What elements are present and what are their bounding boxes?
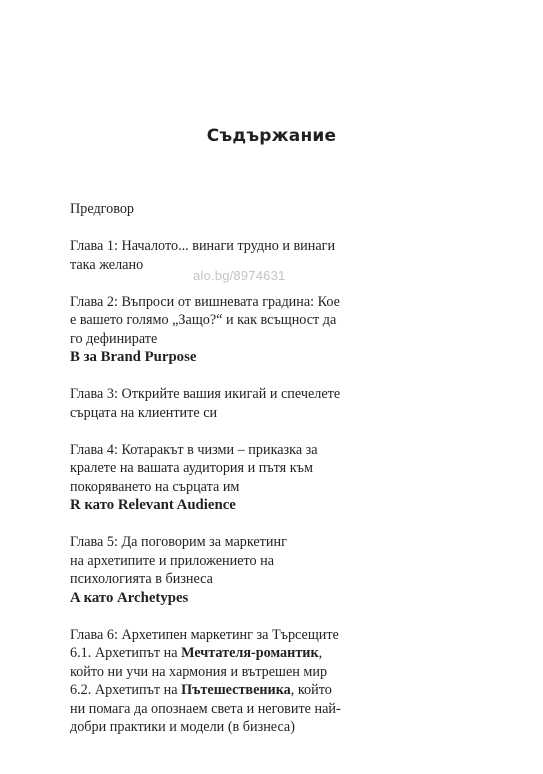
toc-line: го дефинирате — [70, 330, 158, 347]
table-of-contents — [70, 200, 390, 755]
toc-entry-chapter-2 — [70, 293, 390, 367]
toc-entry-chapter-5 — [70, 533, 390, 607]
toc-subentry-suffix: , който — [290, 682, 332, 698]
toc-subentry-suffix: , — [318, 645, 323, 661]
toc-line: Глава 1: Началото... винаги трудно и винаги — [70, 238, 336, 254]
toc-line: Глава 6: Архетипен маркетинг за Търсещите — [70, 626, 339, 643]
toc-line: който ни учи на хармония и вътрешен мир — [70, 663, 328, 680]
toc-line: сърцата на клиентите си — [70, 404, 218, 421]
toc-entry-chapter-6 — [70, 626, 390, 737]
toc-entry-chapter-3 — [70, 385, 390, 422]
toc-line: на архетипите и приложението на — [70, 552, 275, 569]
toc-line: Глава 4: Котаракът в чизми – приказка за — [70, 441, 318, 458]
toc-line: Глава 3: Открийте вашия икигай и спечелете — [70, 386, 341, 402]
toc-subentry-prefix: 6.1. Архетипът на — [70, 645, 182, 661]
toc-section-subtitle: A като Archetypes — [70, 589, 189, 606]
toc-line: така желано — [70, 256, 144, 273]
watermark-text: alo.bg/8974631 — [193, 268, 286, 283]
toc-line: ни помага да опознаем света и неговите най- — [70, 700, 341, 717]
toc-entry-preface — [70, 200, 390, 219]
toc-subentry-6-2 — [70, 681, 390, 700]
archetype-name: Пътешественика — [181, 682, 291, 698]
toc-line: кралете на вашата аудитория и пътя към — [70, 460, 313, 476]
toc-line: покоряването на сърцата им — [70, 478, 240, 495]
page-title: Съдържание — [206, 126, 337, 146]
toc-line: е вашето голямо „Защо?“ и как всъщност да — [70, 312, 337, 328]
toc-line: Глава 2: Въпроси от вишневата градина: Кое — [70, 293, 340, 310]
toc-line: психологията в бизнеса — [70, 571, 213, 587]
toc-line: Глава 5: Да поговорим за маркетинг — [70, 534, 287, 550]
toc-subentry-6-1 — [70, 644, 390, 663]
toc-subentry-prefix: 6.2. Архетипът на — [70, 682, 182, 698]
archetype-name: Мечтателя-романтик — [181, 645, 319, 661]
toc-section-subtitle: B за Brand Purpose — [70, 349, 197, 365]
toc-entry-chapter-4 — [70, 441, 390, 515]
toc-section-subtitle: R като Relevant Audience — [70, 497, 236, 513]
toc-line: добри практики и модели (в бизнеса) — [70, 719, 295, 735]
toc-line: Предговор — [70, 201, 135, 217]
